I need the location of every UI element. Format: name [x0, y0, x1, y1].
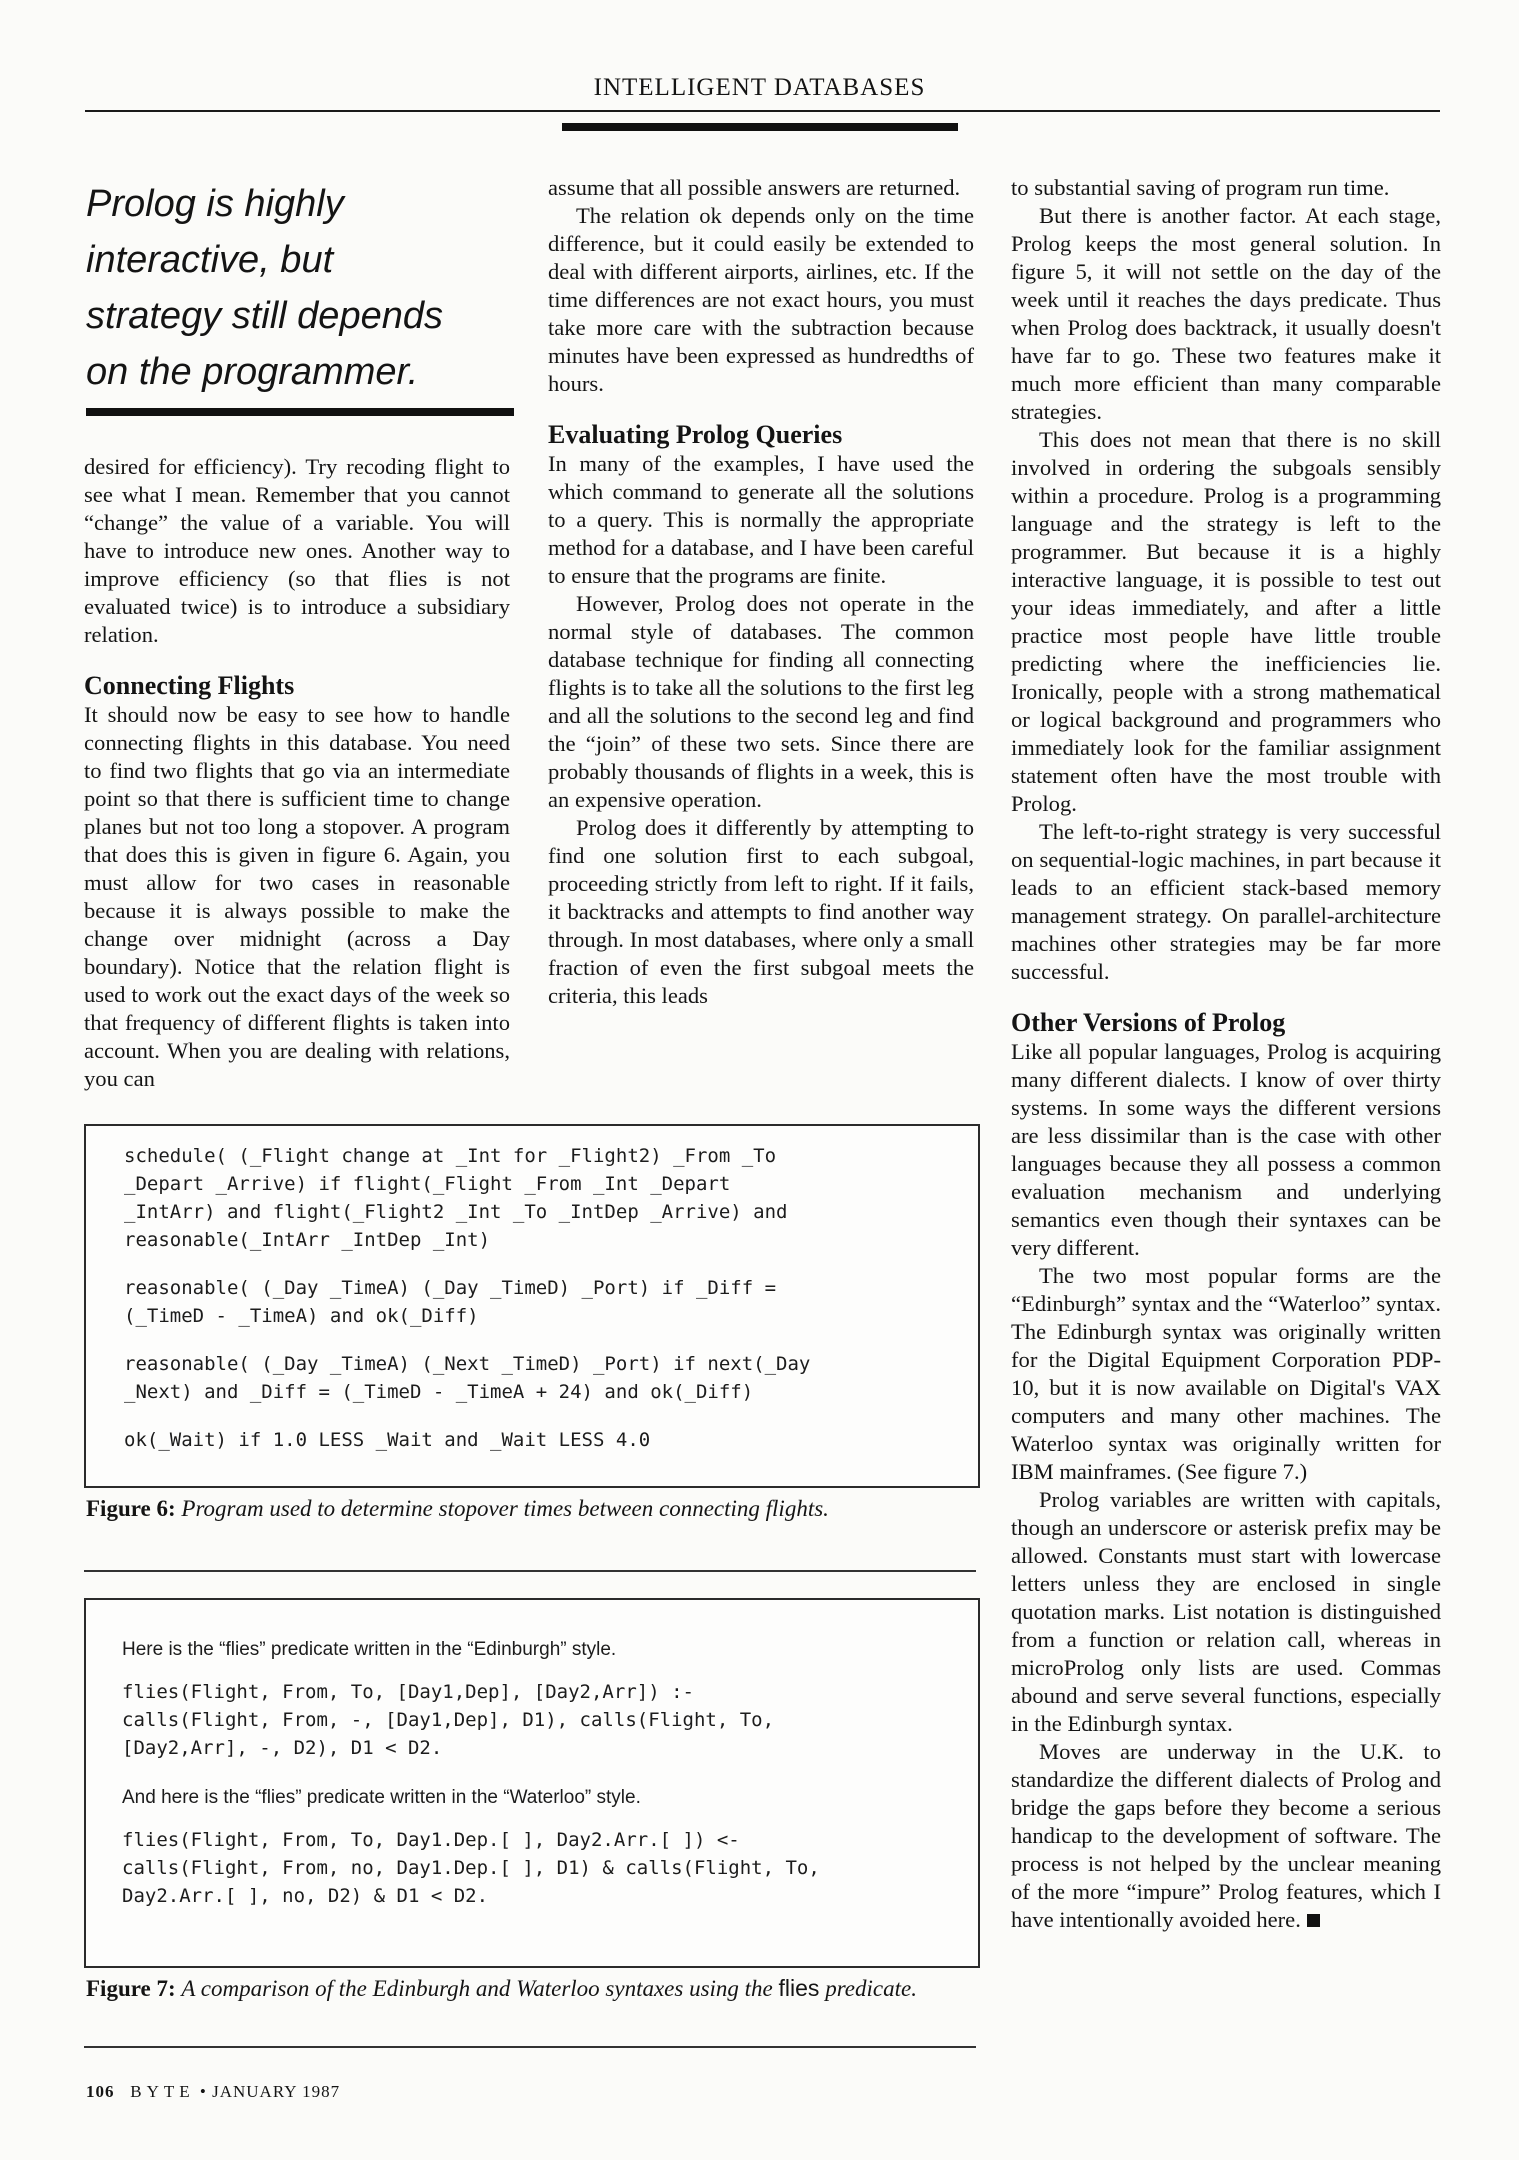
section-heading-other-versions: Other Versions of Prolog — [1011, 1008, 1286, 1037]
paragraph: assume that all possible answers are returned. — [548, 175, 961, 200]
pull-quote-line: strategy still depends — [86, 295, 443, 337]
figure-7-rule — [84, 2046, 976, 2048]
paragraph: The two most popular forms are the “Edinburgh” syntax and the “Waterloo” syntax. The Edinburgh syntax was originally written for the Digital Equipment Corporation PDP-10, but it is now available on Digital's VAX computers and many other machines. The Waterloo syntax was originally written for IBM mainframes. (See figure 7.) — [1011, 1263, 1441, 1484]
figure-7-caption-text: A comparison of the Edinburgh and Waterloo syntaxes using the — [181, 1976, 773, 2001]
figure-6-box — [84, 1124, 980, 1488]
magazine-name: BYTE — [130, 2082, 195, 2101]
paragraph: Prolog does it differently by attempting to find one solution first to each subgoal, proceeding strictly from left to right. If it fails, it backtracks and attempts to find another way through. In most databases, where only a small fraction of even the first subgoal meets the criteria, this leads — [548, 815, 974, 1008]
figure-7-caption — [86, 1974, 946, 2003]
figure-6-code-reasonable-next-day: reasonable( (_Day _TimeA) (_Next _TimeD) _Port) if next(_Day _Next) and _Diff = (_TimeD - _TimeA + 24) and ok(_Diff) — [124, 1353, 811, 1403]
paragraph: However, Prolog does not operate in the normal style of databases. The common database technique for finding all connecting flights is to take all the solutions to the first leg and all the solutions to the second leg and find the “join” of these two sets. Since there are probably thousands of flights in a week, this is an expensive operation. — [548, 591, 974, 812]
paragraph: to substantial saving of program run time. — [1011, 175, 1390, 200]
figure-6-rule — [84, 1570, 976, 1572]
section-heading-evaluating-queries: Evaluating Prolog Queries — [548, 420, 843, 449]
figure-7-edinburgh-code: flies(Flight, From, To, [Day1,Dep], [Day2,Arr]) :- calls(Flight, From, -, [Day1,Dep], D1), calls(Flight, To, [Day2,Arr], -, D2), D1 < D2. — [122, 1681, 775, 1759]
column-1 — [84, 453, 510, 1093]
figure-6-caption-text: Program used to determine stopover times between connecting flights. — [181, 1496, 829, 1521]
figure-7-box — [84, 1598, 980, 1968]
column-2 — [548, 174, 974, 1010]
running-header: INTELLIGENT DATABASES — [593, 74, 926, 101]
pull-quote-line: interactive, but — [86, 239, 334, 281]
paragraph: The left-to-right strategy is very successful on sequential-logic machines, in part because it leads to an efficient stack-based memory management strategy. On parallel-architecture machines other strategies may be far more successful. — [1011, 819, 1441, 984]
figure-7-waterloo-intro: And here is the “flies” predicate written in the “Waterloo” style. — [122, 1787, 641, 1808]
header-rule — [85, 110, 1440, 112]
paragraph-text: Moves are underway in the U.K. to standardize the different dialects of Prolog and bridge the gaps before they become a serious handicap to the development of software. The process is not helped by the unclear meaning of the more “impure” Prolog features, which I have intentionally avoided here. — [1011, 1739, 1441, 1932]
figure-7-caption-code: flies — [778, 1975, 820, 2001]
header-bar — [562, 123, 958, 131]
figure-6-code-schedule: schedule( (_Flight change at _Int for _Flight2) _From _To _Depart _Arrive) if flight(_Flight _From _Int _Depart _IntArr) and flight(_Flight2 _Int _To _IntDep _Arrive) and reasonable(_IntArr _IntDep _Int) — [124, 1145, 788, 1251]
pull-quote — [86, 176, 516, 400]
figure-6-caption-label: Figure 6: — [86, 1496, 176, 1521]
end-of-article-mark — [1307, 1914, 1320, 1927]
pull-quote-line: on the programmer. — [86, 351, 419, 393]
paragraph: Like all popular languages, Prolog is acquiring many different dialects. I know of over thirty systems. In some ways the different versions are less dissimilar than is the case with other languages because they all possess a common evaluation mechanism and underlying semantics even though their syntaxes can be very different. — [1011, 1039, 1441, 1260]
paragraph: The relation ok depends only on the time difference, but it could easily be extended to deal with different airports, airlines, etc. If the time differences are not exact hours, you must take more care with the subtraction because minutes have been expressed as hundredths of hours. — [548, 203, 974, 396]
page-number: 106 — [86, 2082, 115, 2101]
pull-quote-line: Prolog is highly — [86, 183, 344, 225]
column-3 — [1011, 174, 1441, 1934]
figure-6-code-ok: ok(_Wait) if 1.0 LESS _Wait and _Wait LESS 4.0 — [124, 1429, 651, 1451]
paragraph: Prolog variables are written with capitals, though an underscore or asterisk prefix may be allowed. Constants must start with lowercase letters unless they are enclosed in single quotation marks. List notation is distinguished from a function or relation call, whereas in microProlog only lists are used. Commas abound and serve several functions, especially in the Edinburgh syntax. — [1011, 1487, 1441, 1736]
figure-6-caption — [86, 1494, 946, 1523]
page-footer — [86, 2082, 340, 2102]
footer-separator: • — [199, 2082, 207, 2101]
paragraph: desired for efficiency). Try recoding flight to see what I mean. Remember that you cannot “change” the value of a variable. You will have to introduce new ones. Another way to improve efficiency (so that flies is not evaluated twice) is to introduce a subsidiary relation. — [84, 454, 510, 647]
figure-7-edinburgh-intro: Here is the “flies” predicate written in the “Edinburgh” style. — [122, 1639, 617, 1660]
pull-quote-rule — [86, 408, 514, 416]
paragraph: This does not mean that there is no skill involved in ordering the subgoals sensibly within a procedure. Prolog is a programming language and the strategy is left to the programmer. But because it is a highly interactive language, it is possible to test out your ideas immediately, and after a little practice most people have little trouble predicting where the inefficiencies lie. Ironically, people with a strong mathematical or logical background and programmers who immediately look for the familiar assignment statement often have the most trouble with Prolog. — [1011, 427, 1441, 816]
paragraph — [1011, 1738, 1441, 1934]
figure-7-caption-label: Figure 7: — [86, 1976, 176, 2001]
figure-6-code-reasonable-same-day: reasonable( (_Day _TimeA) (_Day _TimeD) _Port) if _Diff = (_TimeD - _TimeA) and ok(_Diff) — [124, 1277, 777, 1327]
section-heading-connecting-flights: Connecting Flights — [84, 671, 295, 700]
figure-7-waterloo-code: flies(Flight, From, To, Day1.Dep.[ ], Day2.Arr.[ ]) <- calls(Flight, From, no, Day1.Dep.[ ], D1) & calls(Flight, To, Day2.Arr.[ ], no, D2) & D1 < D2. — [122, 1829, 820, 1907]
paragraph: It should now be easy to see how to handle connecting flights in this database. You need to find two flights that go via an intermediate point so that there is sufficient time to change planes but not too long a stopover. A program that does this is given in figure 6. Again, you must allow for two cases in reasonable because it is always possible to make the change over midnight (across a Day boundary). Notice that the relation flight is used to work out the exact days of the week so that frequency of different flights is taken into account. When you are dealing with relations, you can — [84, 702, 510, 1091]
figure-7-caption-end: predicate. — [825, 1976, 917, 2001]
paragraph: But there is another factor. At each stage, Prolog keeps the most general solution. In figure 5, it will not settle on the day of the week until it reaches the days predicate. Thus when Prolog does backtrack, it usually doesn't have far to go. These two features make it much more efficient than many comparable strategies. — [1011, 203, 1441, 424]
paragraph: In many of the examples, I have used the which command to generate all the solutions to a query. This is normally the appropriate method for a database, and I have been careful to ensure that the programs are finite. — [548, 451, 974, 588]
issue-date: JANUARY 1987 — [212, 2082, 341, 2101]
